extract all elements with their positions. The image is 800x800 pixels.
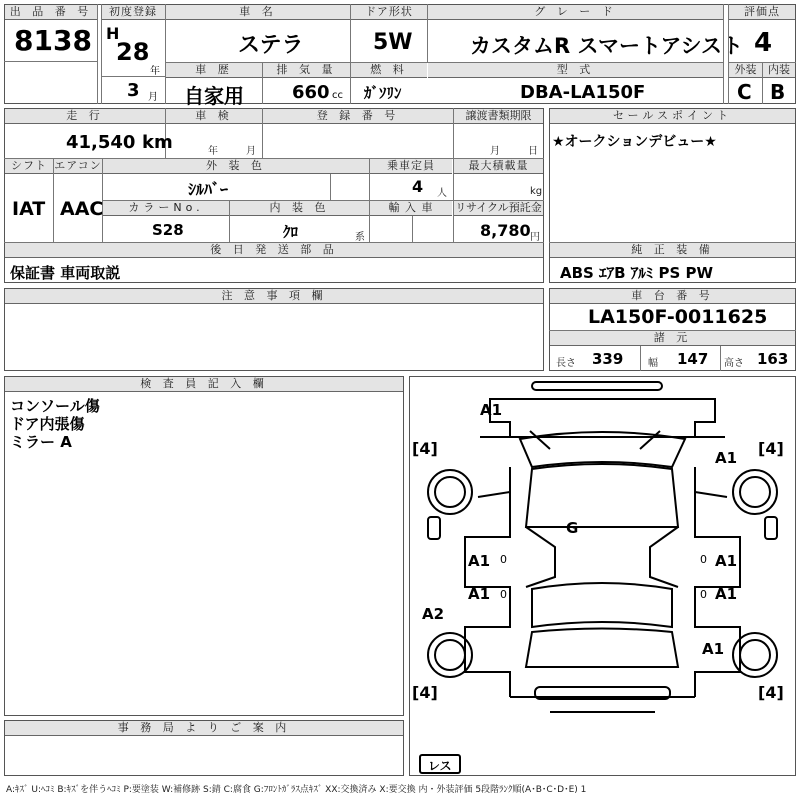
ac-value: AAC: [60, 198, 104, 220]
month-value: 3: [127, 80, 140, 101]
inspector-line: ミラー A: [10, 433, 72, 451]
tire-tread: [4]: [758, 439, 784, 458]
year-value: 28: [116, 38, 150, 66]
sales-point-label: セールスポイント: [550, 109, 795, 124]
width-label: 幅: [648, 358, 658, 369]
damage-mark: A1: [715, 449, 738, 467]
damage-mark: A1: [480, 401, 503, 419]
recycle-unit: 円: [530, 232, 540, 243]
tire-tread: [4]: [412, 683, 438, 702]
zero-mark: 0: [700, 588, 707, 601]
history-value: 自家用: [184, 84, 244, 108]
inspection-month-unit: 月: [246, 146, 256, 157]
recycle-label: リサイクル預託金: [455, 201, 542, 214]
car-name-label: 車 名: [166, 5, 350, 20]
ac-label: エアコン: [54, 159, 102, 172]
color-no-value: S28: [152, 221, 184, 239]
ext-color-label: 外 装 色: [103, 159, 369, 174]
inspector-line: コンソール傷: [10, 397, 100, 415]
length-value: 339: [592, 350, 624, 368]
tire-tread: [4]: [758, 683, 784, 702]
damage-mark: A1: [468, 585, 491, 603]
damage-mark: A1: [715, 585, 738, 603]
car-name: ステラ: [238, 33, 304, 58]
equip-value: ABS ｴｱB ｱﾙﾐ PS PW: [560, 264, 714, 282]
int-color-unit: 系: [355, 232, 365, 243]
inspector-label: 検 査 員 記 入 欄: [5, 377, 403, 392]
zero-mark: 0: [500, 553, 507, 566]
damage-mark: G: [566, 519, 579, 537]
door-label: ドア形状: [351, 5, 427, 20]
history-label: 車 歴: [166, 63, 262, 78]
inspection-label: 車 検: [166, 109, 262, 124]
inspection-year-unit: 年: [208, 146, 218, 157]
year-unit: 年: [150, 66, 160, 77]
displacement-unit: cc: [332, 90, 343, 101]
damage-mark: A1: [715, 552, 738, 570]
exterior-value: C: [737, 80, 752, 104]
grade-value: カスタムR スマートアシスト: [470, 34, 743, 58]
int-color-value: ｸﾛ: [283, 223, 299, 241]
mileage-value: 41,540: [66, 132, 136, 153]
caution-label: 注 意 事 項 欄: [5, 289, 543, 304]
width-value: 147: [677, 350, 709, 368]
ext-color-value: ｼﾙﾊﾞｰ: [188, 180, 229, 199]
interior-value: B: [770, 80, 786, 104]
zero-mark: 0: [500, 588, 507, 601]
max-load-unit: kg: [530, 186, 543, 197]
score-value: 4: [754, 28, 773, 58]
damage-mark: A1: [702, 640, 725, 658]
later-value: 保証書 車両取説: [10, 264, 121, 282]
displacement-label: 排 気 量: [263, 63, 350, 78]
color-no-label: カラーNo.: [103, 201, 229, 216]
height-label: 高さ: [724, 358, 744, 369]
month-unit: 月: [148, 92, 158, 103]
capacity-unit: 人: [437, 188, 447, 199]
score-label: 評価点: [729, 5, 795, 20]
door-value: 5W: [373, 30, 413, 55]
grade-label: グ レ ー ド: [428, 5, 723, 20]
tire-tread: [4]: [412, 439, 438, 458]
exterior-label: 外装: [729, 63, 762, 78]
transfer-label: 譲渡書類期限: [454, 109, 543, 124]
damage-mark: A2: [422, 605, 445, 623]
shift-value: IAT: [12, 198, 46, 220]
transfer-month-unit: 月: [490, 146, 500, 157]
car-outline: [410, 377, 795, 775]
later-label: 後 日 発 送 部 品: [5, 243, 543, 258]
legend: A:ｷｽﾞ U:ﾍｺﾐ B:ｷｽﾞを伴うﾍｺﾐ P:要塗装 W:補修跡 S:錆 C:腐食 G:ﾌﾛﾝﾄｶﾞﾗｽ点ｷｽﾞ XX:交換済み X:要交換 内・外装評価 5段階ﾗﾝｸ順(A･B･C･D･E) 1: [6, 785, 587, 795]
spare-tire: レス: [428, 759, 452, 773]
height-value: 163: [757, 350, 789, 368]
chassis-no: LA150F-0011625: [588, 306, 768, 328]
zero-mark: 0: [700, 553, 707, 566]
fuel-value: ｶﾞｿﾘﾝ: [364, 84, 402, 102]
displacement-value: 660: [292, 82, 330, 103]
chassis-label: 車 台 番 号: [550, 289, 795, 304]
recycle-value: 8,780: [480, 221, 531, 240]
lot-no-label: 出 品 番 号: [5, 5, 97, 20]
reg-no-label: 登 録 番 号: [263, 109, 453, 124]
transfer-day-unit: 日: [528, 146, 538, 157]
model-value: DBA-LA150F: [520, 82, 646, 103]
first-reg-label: 初度登録: [101, 5, 165, 20]
int-color-label: 内 装 色: [230, 201, 369, 216]
interior-label: 内装: [763, 63, 795, 78]
damage-mark: A1: [468, 552, 491, 570]
model-label: 型 式: [428, 63, 723, 78]
office-label: 事 務 局 よ り ご 案 内: [5, 721, 403, 736]
damage-diagram: [409, 376, 796, 776]
mileage-label: 走 行: [5, 109, 165, 124]
dims-label: 諸 元: [550, 331, 795, 346]
lot-no: 8138: [14, 24, 92, 57]
shift-label: シフト: [5, 159, 53, 174]
fuel-label: 燃 料: [351, 63, 427, 78]
import-label: 輸 入 車: [370, 201, 452, 216]
equip-label: 純 正 装 備: [550, 243, 795, 258]
max-load-label: 最大積載量: [454, 159, 543, 174]
era: H: [106, 24, 120, 43]
capacity-value: 4: [412, 177, 424, 196]
inspector-line: ドア内張傷: [10, 415, 85, 433]
sales-point-value: ★オークションデビュー★: [552, 134, 717, 150]
length-label: 長さ: [556, 358, 576, 369]
mileage-unit: km: [142, 132, 173, 153]
capacity-label: 乗車定員: [370, 159, 452, 174]
